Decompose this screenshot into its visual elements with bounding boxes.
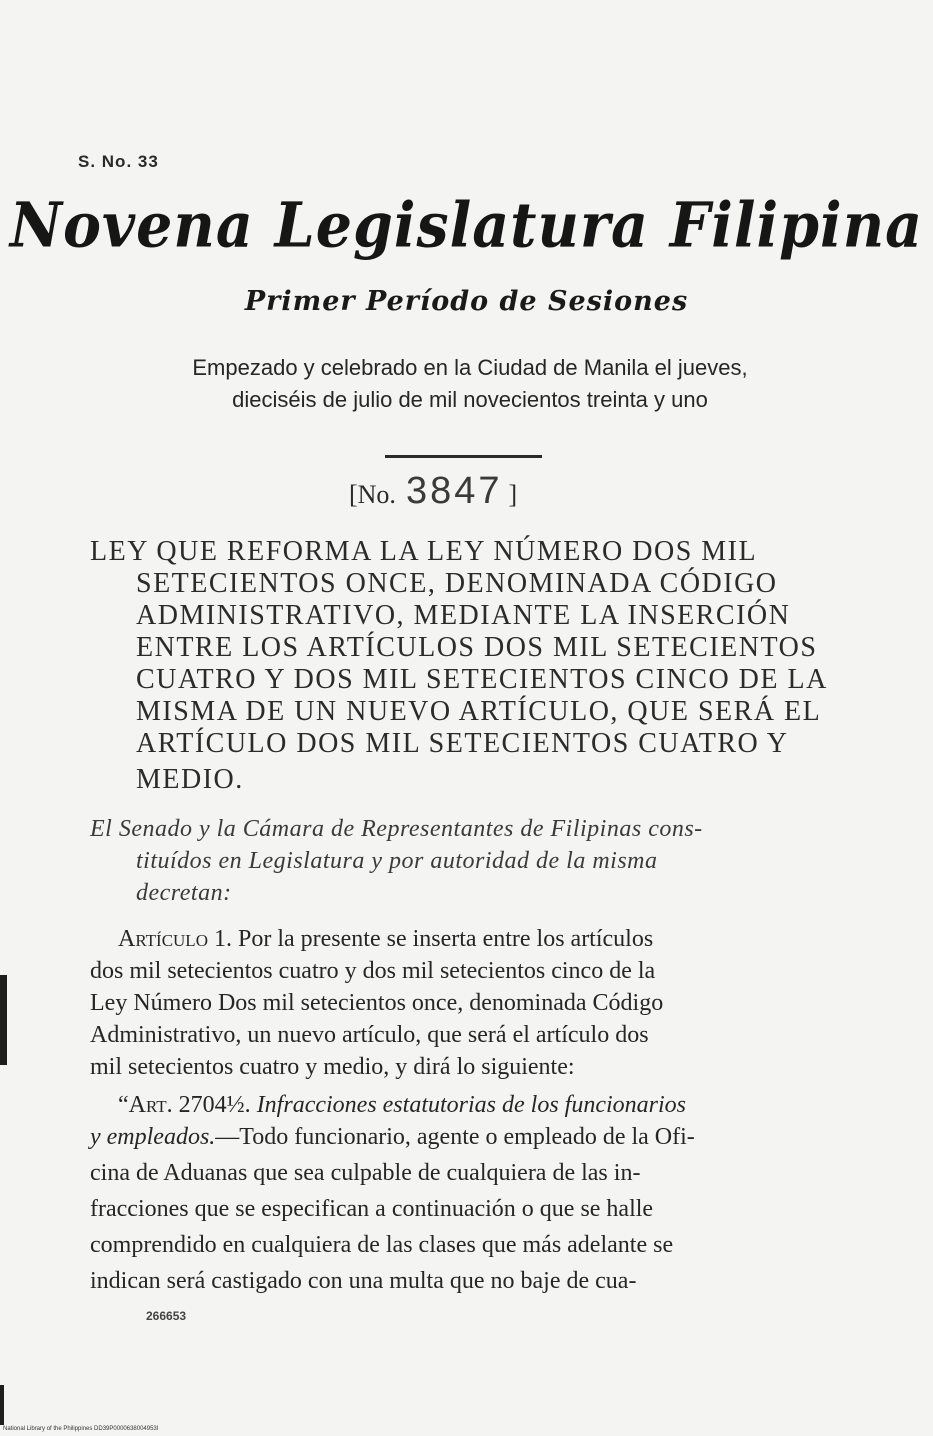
library-stamp: National Library of the Philippines DD39P0000638004953I — [3, 1426, 159, 1432]
law-number-value: 3847 — [405, 470, 503, 512]
heading-line: ADMINISTRATIVO, MEDIANTE LA INSERCIÓN — [136, 600, 791, 631]
heading-line: SETECIENTOS ONCE, DENOMINADA CÓDIGO — [136, 568, 778, 599]
article-1-line: Ley Número Dos mil setecientos once, denominada Código — [90, 990, 664, 1016]
article-1-text: Por la presente se inserta entre los artículos — [231, 926, 654, 952]
article-1-label: Artículo 1. — [118, 926, 232, 952]
article-2704-line — [90, 1124, 880, 1151]
binding-edge-mark — [0, 1385, 4, 1425]
article-2704-line: cina de Aduanas que sea culpable de cualquiera de las in- — [90, 1160, 641, 1186]
enacting-clause-line: El Senado y la Cámara de Representantes de Filipinas cons- — [90, 816, 703, 842]
divider-rule — [385, 455, 542, 458]
heading-line: LEY QUE REFORMA LA LEY NÚMERO DOS MIL — [90, 536, 758, 567]
article-2704-text: —Todo funcionario, agente o empleado de la Ofi- — [215, 1124, 695, 1150]
legislature-title: Novena Legislatura Filipina — [9, 189, 924, 262]
bill-number: S. No. 33 — [78, 152, 159, 171]
article-2704-label: “Art. 2704½. — [118, 1092, 251, 1118]
article-2704-title-cont: y empleados. — [90, 1124, 216, 1150]
heading-line: ENTRE LOS ARTÍCULOS DOS MIL SETECIENTOS — [136, 632, 818, 663]
article-1-line: dos mil setecientos cuatro y dos mil setecientos cinco de la — [90, 958, 656, 984]
print-number: 266653 — [146, 1309, 187, 1323]
article-2704-first-line — [118, 1092, 908, 1119]
heading-line: MISMA DE UN NUEVO ARTÍCULO, QUE SERÁ EL — [136, 696, 822, 727]
session-line-1: Empezado y celebrado en la Ciudad de Manila el jueves, — [192, 355, 748, 380]
article-2704-line: indican será castigado con una multa que no baje de cua- — [90, 1268, 637, 1294]
enacting-clause-line: decretan: — [136, 880, 232, 906]
law-number-prefix: [No. — [349, 480, 396, 509]
session-line-2: dieciséis de julio de mil novecientos treinta y uno — [232, 387, 708, 412]
article-2704-line: comprendido en cualquiera de las clases que más adelante se — [90, 1232, 674, 1258]
article-1-first-line — [118, 926, 908, 953]
heading-line: MEDIO. — [136, 764, 244, 795]
article-2704-title: Infracciones estatutorias de los funcionarios — [250, 1092, 686, 1118]
binding-edge-mark — [0, 975, 7, 1065]
heading-line: ARTÍCULO DOS MIL SETECIENTOS CUATRO Y — [136, 728, 789, 759]
heading-line: CUATRO Y DOS MIL SETECIENTOS CINCO DE LA — [136, 664, 828, 695]
article-1-line: mil setecientos cuatro y medio, y dirá lo siguiente: — [90, 1054, 575, 1080]
article-1-line: Administrativo, un nuevo artículo, que será el artículo dos — [90, 1022, 649, 1048]
article-2704-line: fracciones que se especifican a continuación o que se halle — [90, 1196, 654, 1222]
session-subtitle: Primer Período de Sesiones — [244, 286, 689, 317]
enacting-clause-line: tituídos en Legislatura y por autoridad de la misma — [136, 848, 658, 874]
law-number — [349, 470, 517, 513]
law-number-suffix: ] — [508, 480, 518, 509]
